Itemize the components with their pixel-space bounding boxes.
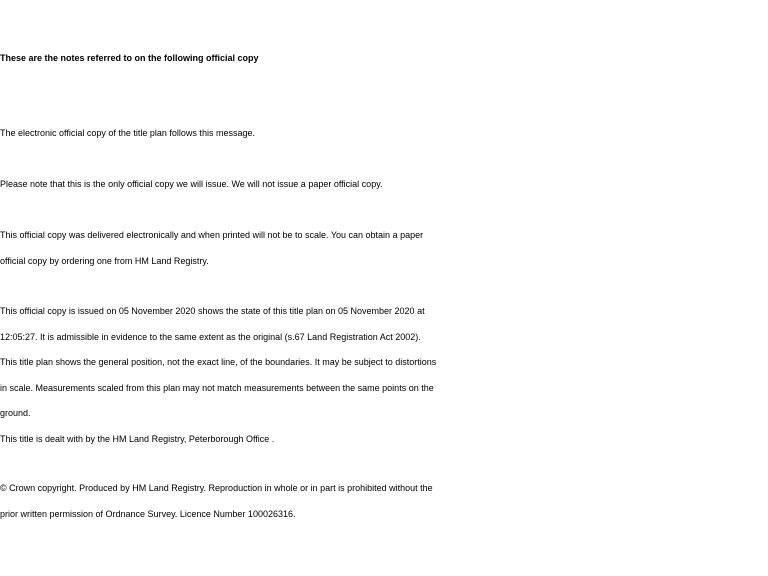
paragraph-electronic-copy	[0, 121, 768, 147]
paragraph-delivery-scale	[0, 223, 768, 274]
paragraph-line: in scale. Measurements scaled from this plan may not match measurements between the same points on the	[0, 382, 434, 393]
paragraph-line: Please note that this is the only official copy we will issue. We will not issue a paper official copy.	[0, 179, 383, 189]
paragraph-line: The electronic official copy of the title plan follows this message.	[0, 128, 255, 138]
paragraph-line: This title plan shows the general position, not the exact line, of the boundaries. It may be subject to distortions	[0, 357, 437, 367]
paragraph-issue-details	[0, 299, 768, 452]
paragraph-line: This official copy is issued on 05 November 2020 shows the state of this title plan on 05 November 2020 at	[0, 306, 425, 316]
paragraph-line: This official copy was delivered electronically and when printed will not be to scale. You can obtain a paper	[0, 230, 424, 240]
paragraph-line: 12:05:27. It is admissible in evidence to the same extent as the original (s.67 Land Registration Act 2002).	[0, 331, 421, 342]
paragraph-line: prior written permission of Ordnance Survey. Licence Number 100026316.	[0, 508, 296, 519]
paragraph-line: © Crown copyright. Produced by HM Land Registry. Reproduction in whole or in part is prohibited without the	[0, 483, 433, 493]
paragraph-only-copy	[0, 172, 768, 198]
paragraph-line: official copy by ordering one from HM Land Registry.	[0, 255, 209, 266]
notes-heading: These are the notes referred to on the following official copy	[0, 53, 259, 63]
paragraph-line: ground.	[0, 408, 31, 418]
paragraph-copyright	[0, 476, 768, 527]
paragraph-line: This title is dealt with by the HM Land Registry, Peterborough Office .	[0, 433, 275, 444]
